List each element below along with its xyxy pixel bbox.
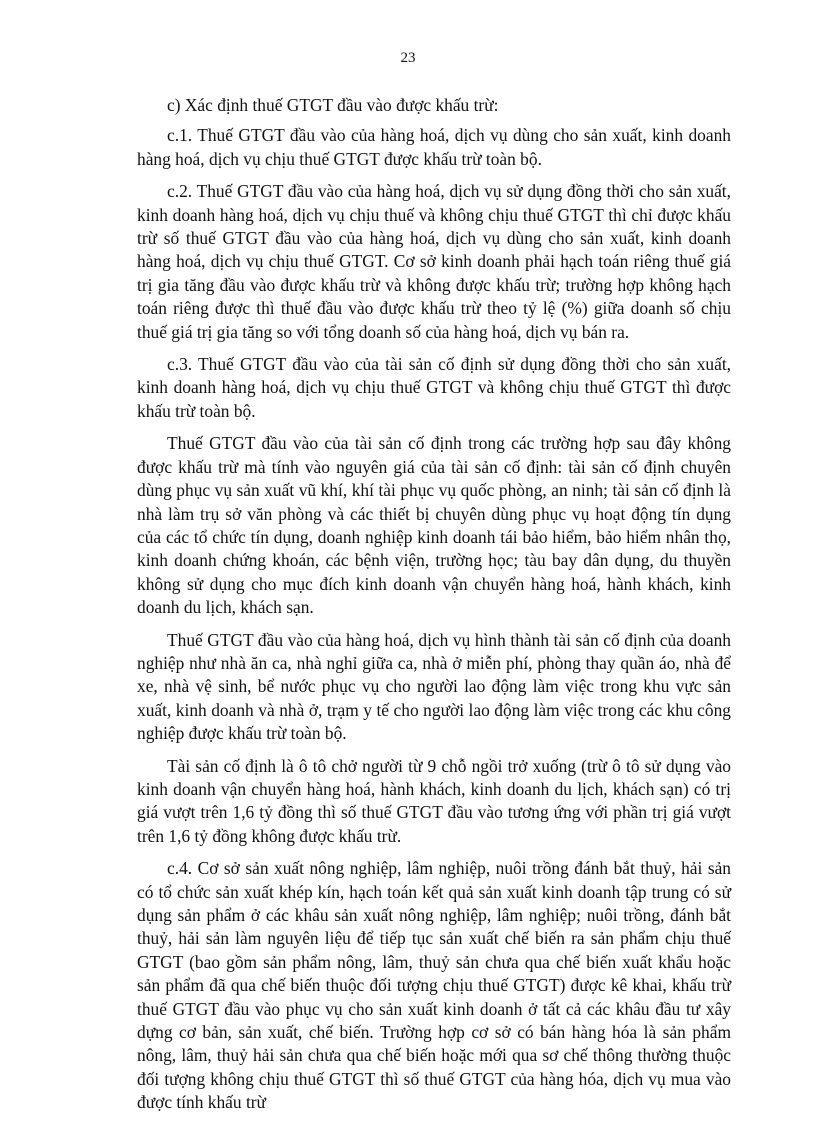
- paragraph-car-assets: Tài sản cố định là ô tô chở người từ 9 chỗ ngồi trở xuống (trừ ô tô sử dụng vào kinh doanh vận chuyển hàng hoá, hành khách, kinh doanh du lịch, khách sạn) có trị giá vượt trên 1,6 tỷ đồng thì số thuế GTGT đầu vào tương ứng với phần trị giá vượt trên 1,6 tỷ đồng không được khấu trừ.: [137, 755, 731, 846]
- paragraph-c3: c.3. Thuế GTGT đầu vào của tài sản cố định sử dụng đồng thời cho sản xuất, kinh doanh hàng hoá, dịch vụ chịu thuế GTGT và không chịu thuế GTGT thì được khấu trừ toàn bộ.: [137, 354, 731, 421]
- paragraph-c1: c.1. Thuế GTGT đầu vào của hàng hoá, dịch vụ dùng cho sản xuất, kinh doanh hàng hoá, dịch vụ chịu thuế GTGT được khấu trừ toàn bộ.: [137, 125, 731, 169]
- document-body: [137, 94, 731, 1124]
- page-number: 23: [400, 50, 416, 66]
- paragraph-fixed-assets-non-deductible: Thuế GTGT đầu vào của tài sản cố định trong các trường hợp sau đây không được khấu trừ mà tính vào nguyên giá của tài sản cố định: tài sản cố định chuyên dùng phục vụ sản xuất vũ khí, khí tài phục vụ quốc phòng, an ninh; tài sản cố định là nhà làm trụ sở văn phòng và các thiết bị chuyên dùng phục vụ hoạt động tín dụng của các tổ chức tín dụng, doanh nghiệp kinh doanh tái bảo hiểm, bảo hiểm nhân thọ, kinh doanh chứng khoán, các bệnh viện, trường học; tàu bay dân dụng, du thuyền không sử dụng cho mục đích kinh doanh vận chuyển hàng hoá, hành khách, kinh doanh du lịch, khách sạn.: [137, 433, 731, 618]
- section-heading-c: c) Xác định thuế GTGT đầu vào được khấu trừ:: [167, 95, 499, 115]
- paragraph-c2: c.2. Thuế GTGT đầu vào của hàng hoá, dịch vụ sử dụng đồng thời cho sản xuất, kinh doanh hàng hoá, dịch vụ chịu thuế và không chịu thuế GTGT thì chỉ được khấu trừ số thuế GTGT đầu vào của hàng hoá, dịch vụ dùng cho sản xuất, kinh doanh hàng hoá, dịch vụ chịu thuế GTGT. Cơ sở kinh doanh phải hạch toán riêng thuế giá trị gia tăng đầu vào được khấu trừ và không được khấu trừ; trường hợp không hạch toán riêng được thì thuế đầu vào được khấu trừ theo tỷ lệ (%) giữa doanh số chịu thuế giá trị gia tăng so với tổng doanh số của hàng hoá, dịch vụ bán ra.: [137, 181, 731, 342]
- paragraph-c4: c.4. Cơ sở sản xuất nông nghiệp, lâm nghiệp, nuôi trồng đánh bắt thuỷ, hải sản có tổ chức sản xuất khép kín, hạch toán kết quả sản xuất kinh doanh tập trung có sử dụng sản phẩm ở các khâu sản xuất nông nghiệp, lâm nghiệp; nuôi trồng, đánh bắt thuỷ, hải sản làm nguyên liệu để tiếp tục sản xuất chế biến ra sản phẩm chịu thuế GTGT (bao gồm sản phẩm nông, lâm, thuỷ sản chưa qua chế biến xuất khẩu hoặc sản phẩm đã qua chế biến thuộc đối tượng chịu thuế GTGT) được kê khai, khấu trừ thuế GTGT đầu vào phục vụ cho sản xuất kinh doanh ở tất cả các khâu đầu tư xây dựng cơ bản, sản xuất, chế biến. Trường hợp cơ sở có bán hàng hóa là sản phẩm nông, lâm, thuỷ hải sản chưa qua chế biến hoặc mới qua sơ chế thông thường thuộc đối tượng không chịu thuế GTGT thì số thuế GTGT của hàng hóa, dịch vụ mua vào được tính khấu trừ: [137, 858, 731, 1113]
- paragraph-fixed-assets-deductible: Thuế GTGT đầu vào của hàng hoá, dịch vụ hình thành tài sản cố định của doanh nghiệp như nhà ăn ca, nhà nghỉ giữa ca, nhà ở miễn phí, phòng thay quần áo, nhà để xe, nhà vệ sinh, bể nước phục vụ cho người lao động làm việc trong khu vực sản xuất, kinh doanh và nhà ở, trạm y tế cho người lao động làm việc trong các khu công nghiệp được khấu trừ toàn bộ.: [137, 629, 731, 744]
